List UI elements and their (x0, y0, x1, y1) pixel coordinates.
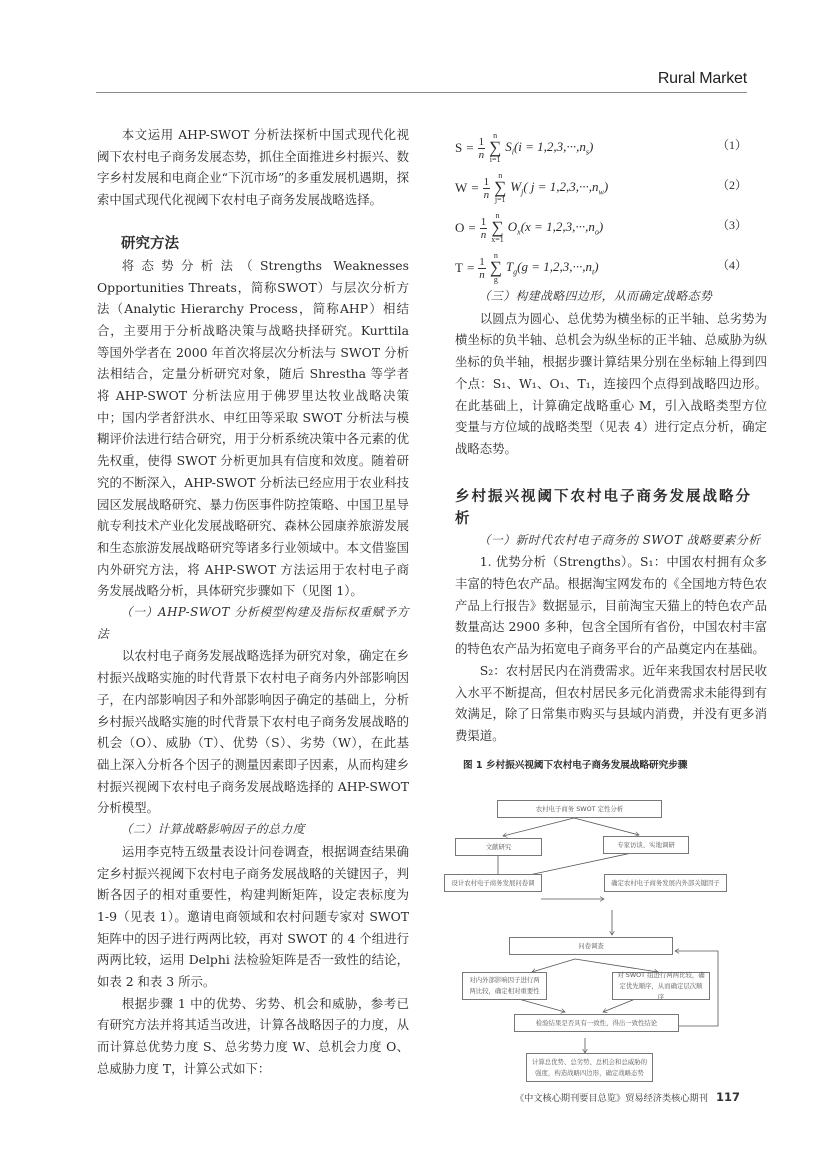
formula-lhs: S (455, 140, 463, 155)
subsection-title-swot-elements: （一）新时代农村电子商务的 SWOT 战略要素分析 (478, 532, 761, 547)
formula-4: T = $\frac{1}{n}$ n ∑ g $T_g(g = 1,2,3,\cdot\cdot\cdot,n_t)$ （4） (455, 251, 747, 284)
box-key-factors: 确定农村电子商务发展内外部关键因子 (604, 874, 727, 892)
box-pairwise-factors: 对内外部影响因子进行两两比较，确定相对重要性 (462, 972, 547, 1000)
strengths-paragraph: 1. 优势分析（Strengths）。S₁：中国农村拥有众多丰富的特色农产品。根据淘宝网发布的《全国地方特色农产品上行报告》数据显示，目前淘宝天猫上的特色农产品数量高达 2900 多种，包含全国所有省份，中国农村丰富的特色农产品为拓宽电子商务平台的产品奠定内在基础。 (455, 554, 768, 657)
footer-journal-text: 《中文核心期刊要目总览》贸易经济类核心期刊 (515, 1093, 708, 1104)
formula-lhs: W (455, 180, 468, 195)
subsection-title-quadrilateral: （三）构建战略四边形，从而确定战略态势 (478, 289, 713, 303)
intro-paragraph: 本文运用 AHP-SWOT 分析法探析中国式现代化视阈下农村电子商务发展态势，抓住全面推进乡村振兴、数字乡村发展和电商企业“下沉市场”的多重发展机遇期，探索中国式现代化视阈下农村电子商务发展战略选择。 (97, 127, 409, 208)
box-swot-qualitative: 农村电子商务 SWOT 定性分析 (497, 800, 662, 818)
sigma-icon: n ∑ j=1 (494, 171, 507, 204)
left-column (97, 124, 409, 1080)
method-paragraph: 将态势分析法（Strengths Weaknesses Opportunities Threats，简称SWOT）与层次分析方法（Analytic Hierarchy Process，简称AHP）相结合，主要用于分析战略决策与战略抉择研究。Kurttila 等国外学者在 2000 年首次将层次分析法与 SWOT 分析法相结合，定量分析研究对象，随后 Shrestha 等学者将 AHP-SWOT 分析法应用于佛罗里达牧业战略决策中；国内学者舒洪水、申红田等采取 SWOT 分析法与模糊评价法进行结合研究，用于分析系统决策中各元素的优先权重，使得 SWOT 分析更加具有信度和效度。随着研究的不断深入，AHP-SWOT 分析法已经应用于农业科技园区发展战略研究、暴力伤医事件防控策略、中国卫星导航专利技术产业化发展战略研究、森林公园康养旅游发展和生态旅游发展战略研究等诸多行业领域中。本文借鉴国内外研究方法，将 AHP-SWOT 方法运用于农村电子商务发展战略分析，具体研究步骤如下（见图 1）。 (97, 257, 409, 599)
page-footer (515, 1090, 740, 1104)
subsection-title-model: （一）AHP-SWOT 分析模型构建及指标权重赋予方法 (97, 605, 409, 641)
force-paragraph-2: 根据步骤 1 中的优势、劣势、机会和威胁，参考已有研究方法并将其适当改进，计算各战略因子的力度，从而计算总优势力度 S、总劣势力度 W、总机会力度 O、总威胁力度 T，计算公式如下： (97, 995, 409, 1076)
sigma-icon: n ∑ i=1 (489, 131, 502, 164)
equation-number: （3） (716, 218, 747, 232)
sigma-icon: n ∑ g (489, 251, 502, 284)
box-survey: 问卷调查 (509, 937, 673, 955)
figure-caption: 图 1 乡村振兴视阈下农村电子商务发展战略研究步骤 (463, 759, 688, 771)
equation-number: （4） (716, 258, 747, 272)
formula-lhs: O (455, 220, 465, 235)
sigma-icon: n ∑ x=1 (491, 211, 504, 244)
journal-name: Rural Market (657, 70, 747, 87)
formula-3: O = $\frac{1}{n}$ n ∑ x=1 $O_x(x = 1,2,3,\cdot\cdot\cdot,n_o)$ （3） (455, 211, 747, 244)
force-paragraph-1: 运用李克特五级量表设计问卷调查，根据调查结果确定乡村振兴视阈下农村电子商务发展战略的关键因子，判断各因子的相对重要性，构建判断矩阵，设定表标度为 1-9（见表 1）。邀请电商领域和农村问题专家对 SWOT 矩阵中的因子进行两两比较，再对 SWOT 的 4 个组进行两两比较，运用 Delphi 法检验矩阵是否一致性的结论，如表 2 和表 3 所示。 (97, 843, 409, 990)
section-title-strategy-analysis: 乡村振兴视阈下农村电子商务发展战略分析 (455, 488, 752, 527)
section-title-research-method: 研究方法 (121, 235, 179, 252)
right-column (455, 124, 767, 771)
page-number: 117 (715, 1090, 740, 1104)
formula-1: S = $\frac{1}{n}$ n ∑ i=1 $S_i(i = 1,2,3,\cdot\cdot\cdot,n_s)$ （1） (455, 131, 747, 164)
quadrilateral-paragraph: 以圆点为圆心、总优势为横坐标的正半轴、总劣势为横坐标的负半轴、总机会为纵坐标的正半轴、总威胁为纵坐标的负半轴，根据步骤计算结果分别在坐标轴上得到四个点：S₁、W₁、O₁、T₁，连接四个点得到战略四边形。在此基础上，计算确定战略重心 M，引入战略类型方位变量与方位域的战略类型（见表 4）进行定点分析，确定战略态势。 (455, 310, 767, 456)
s2-paragraph: S₂：农村居民内在消费需求。近年来我国农村居民收入水平不断提高，但农村居民多元化消费需求未能得到有效满足，除了日常集市购买与县域内消费，并没有更多消费渠道。 (455, 662, 767, 743)
box-expert-interview: 专家访谈、实地调研 (603, 836, 689, 854)
box-pairwise-swot: 对 SWOT 组进行两两比较，确定优先顺序，从而确定层次顺序 (612, 972, 710, 1000)
box-compute-strategy: 计算总优势、总劣势、总机会和总威胁的强度，构造战略四边形，确定战略态势 (526, 1053, 653, 1082)
equation-number: （2） (716, 178, 747, 192)
box-consistency-check: 检验结果是否具有一致性，得出一致性结论 (514, 1014, 679, 1032)
equation-number: （1） (716, 138, 747, 152)
running-header (96, 70, 747, 93)
box-design-questionnaire: 设计农村电子商务发展问卷调 (444, 874, 542, 892)
flowchart (440, 785, 770, 1075)
formula-2: W = $\frac{1}{n}$ n ∑ j=1 $W_j$( $j = 1,2,3,\cdot\cdot\cdot,n_w$) （2） (455, 171, 747, 204)
subsection-title-force: （二）计算战略影响因子的总力度 (120, 822, 306, 837)
box-literature-research: 文献研究 (455, 838, 542, 856)
formula-lhs: T (455, 260, 463, 275)
model-paragraph: 以农村电子商务发展战略选择为研究对象，确定在乡村振兴战略实施的时代背景下农村电子商务内外部影响因子，在内部影响因子和外部影响因子确定的基础上，分析乡村振兴战略实施的时代背景下农村电子商务发展战略的机会（O）、威胁（T）、优势（S）、劣势（W），在此基础上深入分析各个因子的测量因素即子因素，从而构建乡村振兴视阈下农村电子商务发展战略选择的 AHP-SWOT 分析模型。 (97, 648, 409, 816)
